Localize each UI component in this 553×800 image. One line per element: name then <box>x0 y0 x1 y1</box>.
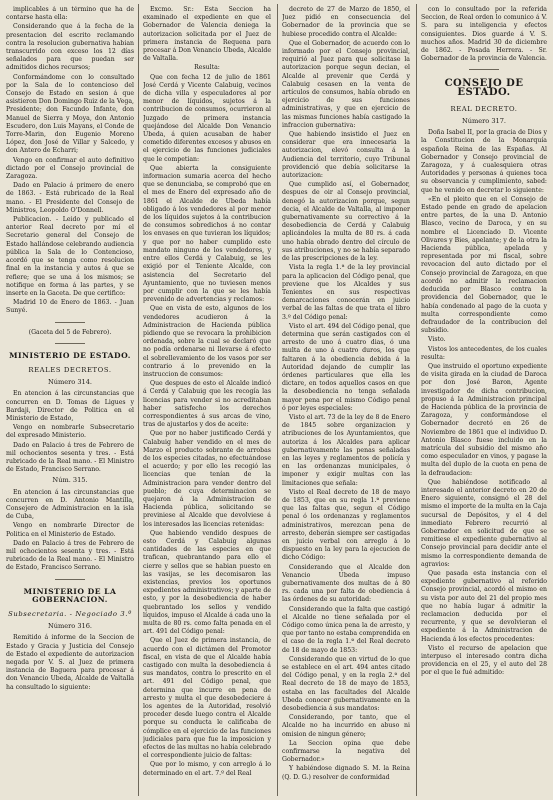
paragraph: Que pasada esta instancia con el expediente gubernativo al referido Consejo provincial, acordó el mismo en su vista por auto del 21 del propio mes que no había lugar á admitir la reclamacion deducida por el recurrente, y que se devolvieran el expediente á la Administracion de Hacienda á los efectos procedentes: <box>421 570 547 643</box>
paragraph: Que despues de esto el Alcalde indicó á Cerdá y Calabuig que les recogía las licencias para vender si no acreditaban haber satisfecho los derechos correspondientes á sus arcas de vino, tras de ajustarlos y dos de aceite: <box>143 380 271 429</box>
paragraph: Y habiéndose dignado S. M. la Reina (Q. D. G.) resolver de conformidad <box>282 765 410 781</box>
paragraph: Considerando que á la fecha de la presentacion del escrito reclamando contra la resolucion gubernativa habian transcurrido con exceso los 12 días señalados para que puedan ser admitidos dichos recursos; <box>6 23 134 72</box>
paragraph: Dado en Palacio á tres de Febrero de mil ochocientos sesenta y tres. - Está rubricado de la Real mano. - El Ministro de Estado, Francisco Serrano. <box>6 441 134 474</box>
paragraph: «En el pleito que en el Consejo de Estado pende en grado de apelacion entre partes, de la una D. Antonio Blasco, vecino de Daroca, y en su nombre el Licenciado D. Vicente Olivares y Bies, apelante; y de la otra la Hacienda pública, apelada y representada por mi fiscal, sobre revocacion del auto dictado por el Consejo provincial de Zaragoza, en que acordó no admitir la reclamacion deducida por Blasco contra la providencia del Gobernador, que le había condenado al pago de la cuota y multa correspondiente como defraudador de la contribucion del subsidio. <box>421 195 547 335</box>
paragraph: Vengo en nombrarle Subsecretario del expresado Ministerio. <box>6 424 134 440</box>
paragraph: Que habiendo vendido despues de esto Cerdá y Calabuig algunas cantidades de las especies en que trafican, quebrantando para ello el cierre y sellos que se habian puesto en las vasijas, se les decomisaron las existencias, previos los oportunos expedientes administrativos; y aparte de esto, y por la desobediencia de haber quebrantado los sellos y vendido líquidos, impuso el Alcalde á cada uno la multa de 80 rs. como falta penada en el art. 491 del Código penal: <box>143 529 271 636</box>
column-4 <box>421 6 547 796</box>
paragraph: Que el Juez de primera instancia, de acuerdo con el dictámen del Promotor fiscal, en vista de que el Alcalde había castigado con multa la desobediencia á sus mandatos, contra lo prescrito en el art. 491 del Código penal, que determina que incurre en pena de arresto y multa el que desobedeciere á los agentes de la Autoridad, resolvió proceder desde luego contra el Alcalde porque su conducta le calificaba de cómplice en el ejercicio de las funciones judiciales para que fue la imposicion y efectos de las multas no había celebrado el correspondiente juicio de faltas: <box>143 637 271 760</box>
paragraph: Que el Gobernador, de acuerdo con lo informado por el Consejo provincial, requirió al Juez para que solicitase la autorizacion porque segun decian, el Alcalde al prevenir que Cerdá y Calabuig cesasen en la venta de artículos de consumos, había obrado en ejercicio de sus funciones administrativas, y que en ejercicio de las mismas funciones había castigado la infraccion gubernativa: <box>282 39 410 129</box>
date-signature: Madrid 10 de Enero de 1863. - Juan Sunyé. <box>6 299 134 315</box>
paragraph: Doña Isabel II, por la gracia de Dios y la Constitucion de la Monarquía española Reina de las Españas. Al Gobernador y Consejo provincial de Zaragoza, y á cualesquiera otras Autoridades y personas á quienes toca su observancia y cumplimiento, sabed: que he venido en decretar lo siguiente: <box>421 129 547 194</box>
paragraph: En atencion á las circunstancias que concurren en D. Tomas de Ligues y Bardaji, Director de Politica en el Ministerio de Estado, <box>6 390 134 422</box>
paragraph: Vistos los antecedentes, de los cuales resulta: <box>421 345 547 361</box>
column-rule <box>277 4 278 796</box>
divider <box>55 322 85 323</box>
divider <box>55 579 85 580</box>
paragraph: Considerando que en virtud de lo que se establece en el art. 494 antes citado del Código penal, y en la regla 2.ª del Real decreto de 18 de mayo de 1853, estaba en las facultades del Alcalde Ubeda conocer gubernativamente en la desobediencia á sus mandatos: <box>282 655 410 713</box>
column-rule <box>416 4 417 796</box>
paragraph: Remitido á informe de la Seccion de Estado y Gracia y Justicia del Consejo de Estado el expediente de autorizacion negada por V. S. al Juez de primera instancia de Baguera para procesar á don Venancio Ubeda, Alcalde de Valtalla ha consultado lo siguiente: <box>6 634 134 691</box>
paragraph: Publicacion. - Leido y publicado el anterior Real decreto por mí el Secretario general del Consejo de Estado hallándose celebrando audiencia pública la Sala de lo Contencioso, acordó que se tenga como resolucion final en la instancia y autos á que se refiere; que se una á los mismos; se notifique en forma á las partes, y se inserte en la Gaceta. De que certifico: <box>6 216 134 297</box>
paragraph: Que habiéndose notificado al interesado el anterior decreto en 20 de Enero siguiente, consignó el 28 del mismo el importe de la multa en la Caja sucursal de Depósitos, y el 4 del inmediato Febrero recurrió al Gobernador en solicitud de que se remitiese el expediente gubernativo al Consejo provincial para decidir ante el mismo la correspondiente demanda de agravios: <box>421 478 547 568</box>
paragraph: Que en vista de esto, algunos de los vendedores acudieron á la Administracion de Hacienda pública pidiendo que se revocara la prohibicion ordenada, sobre la cual se declaró que no podía ordenarse ni llevarse á efecto el sobrellevamiento de los vasos por ser contrario á lo prevenido en la instruccion de consumos: <box>143 305 271 378</box>
paragraph: Visto el art. 494 del Código penal, que determina que serán castigados con el arresto de uno á cuatro dias, ó una multa de uno á cuatro duros, los que faltaren á la obediencia debida á la Autoridad dejando de cumplir las órdenes particulares que ella les dictare, en todos aquellos casos en que la desobediencia no tenga señalada mayor pena por el mismo Código penal ó por leyes especiales: <box>282 322 410 412</box>
paragraph: Excmo. Sr.: Esta Seccion ha examinado el expediente en que el Gobernador de Valencia deniega la autorizacion solicitada por el Juez de primera instancia de Requena para procesar á Don Venancio Ubeda, Alcalde de Valtalla. <box>143 6 271 63</box>
item-number: Núm. 315. <box>52 476 88 485</box>
paragraph: Que con fecha 12 de julio de 1861 José Cerdá y Vicente Calabuig, vecinos de dicha villa y especuladores al por menor de líquidos, sujetos á la contribucion de consumos, ocurrieron al Juzgado de primera instancia quejándose del Alcalde Don Venancio Ubeda, á quien acusaban de haber cometido diferentes excesos y abusos en el ejercicio de las funciones judiciales que le competian: <box>143 73 271 163</box>
paragraph: Dado en Palacio á primero de enero de 1863. - Está rubricado de la Real mano. - El Presidente del Consejo de Ministros, Leopoldo O'Donnell. <box>6 182 134 214</box>
column-rule <box>138 4 139 796</box>
paragraph: Visto el Real decreto de 18 de mayo de 1853, que en su regla 1.ª previene que las faltas que, segun el Código penal ó los ordenanzas y reglamentos administrativos, merezcan pena de arresto, deberán siempre ser castigadas en juicio verbal con arreglo á lo dispuesto en la ley para la ejecucion de dicho Código: <box>282 488 410 562</box>
paragraph: Que abierta la consiguiente informacion sumaria acerca del hecho que se denunciaba, se comprobó que en el mes de Enero del expresado año de 1861 el Alcalde de Ubeda había obligado á los vendedores al por menor de los líquidos sujetos á la contribucion de consumos sobredichos á no contar los envases en que tuvieran los líquidos; y que por no haber cumplido este mandato ninguno de los vendedores, y entre ellos Cerdá y Calabuig, se les exigió por el Teniente Alcalde, con asistencia del Secretario del Ayuntamiento, que no tuviesen menos por cumplir con la que se les había prevenido de advertencias y reclamos: <box>143 164 271 304</box>
paragraph: Considerando que el Alcalde don Venancio Ubeda impuso gubernativamente dos multas de á 80 rs. cada una por falta de obediencia á las órdenes de su autoridad: <box>282 563 410 604</box>
paragraph: Considerando que la falta que castigó el Alcalde no tiene señalada por el Código como única pena la de arresto, y que por tanto no estaba comprendida en el caso de la regla 1.ª del Real decreto de 18 de mayo de 1853: <box>282 605 410 654</box>
paragraph: Visto. <box>428 336 446 344</box>
divider <box>55 343 85 344</box>
paragraph: decreto de 27 de Marzo de 1850, el Juez pidió en consecuencia del Gobernador de la provincia que se hubiese procedido contra el Alcalde: <box>282 6 410 38</box>
column-3 <box>282 6 410 796</box>
paragraph: Visto el art. 73 de la ley de 8 de Enero de 1845 sobre organizacion y atribuciones de los Ayuntamientos, que autoriza á los Alcaldes para aplicar gubernativamente las penas señaladas en las leyes y reglamentos de policía y en las ordenanzas municipales, ó imponer y exigir multas con las limitaciones que señala: <box>282 413 410 487</box>
item-number: Número 314. <box>47 378 93 387</box>
paragraph: Que por no haber justificado Cerdá y Calabuig haber vendido en el mes de Marzo el producto sobrante de arrobas de los especies citadas, no efectuándose el acuerdo; y por ello les recogió las licencias que tenían de la Administracion para vender dentro del pueblo; de cuya determinacion se quejaron á la Administracion de Hacienda pública, solicitando se previniese al Alcalde que devolviese á los interesados las licencias retenidas: <box>143 430 271 528</box>
paragraph: implicables á un término que ha de contarse hasta ella: <box>6 6 134 22</box>
paragraph: Resulta: <box>194 64 220 72</box>
paragraph: con lo consultado por la referida Seccion, de Real orden lo comunico á V. S. para su inteligencia y efectos consiguientes. Dios guarde á V. S. muchos años. Madrid 30 de diciembre de 1862. - Posada Herrera. - Sr. Gobernador de la provincia de Valencia. <box>421 6 547 63</box>
item-number: Número 317. <box>461 117 507 126</box>
column-2 <box>143 6 271 796</box>
paragraph: Que habiendo insistido el Juez en considerar que era innecesaria la autorizacion, elevó consulta á la Audiencia del territorio, cuyo Tribunal providenció que debía solicitarse la autorizacion: <box>282 131 410 180</box>
section-heading-consejo: CONSEJO DE ESTADO. <box>444 78 524 98</box>
paragraph: La Seccion opina que debe confirmarse la negativa del Gobernador.» <box>282 739 410 764</box>
paragraph: Visto el recurso de apelacion que interpuso el interesado contra dicha providencia en el 25, y el auto del 28 por el que le fué admitido: <box>421 644 547 677</box>
column-1 <box>6 6 134 796</box>
paragraph: Considerando, por tanto, que el Alcalde no ha incurrido en abuso ni omision de ningun género; <box>282 714 410 738</box>
paragraph: Vengo en nombrarle Director de Politica en el Ministerio de Estado. <box>6 522 134 538</box>
paragraph: Dado en Palacio á tres de Febrero de mil ochocientos sesenta y tres. - Está rubricado de la Real mano. - El Ministro de Estado, Francisco Serrano. <box>6 539 134 572</box>
paragraph: Vengo en confirmar el auto definitivo dictado por el Consejo provincial de Zaragoza. <box>6 156 134 181</box>
subheading: REALES DECRETOS. <box>28 365 112 374</box>
paragraph: Que instruido el oportuno expediente de visita girada en la ciudad de Daroca por don José Baron, Agente investigador de dicha contribucion, propuso á la Administracion principal de Hacienda pública de la provincia de Zaragoza, y conformándose el Gobernador decretó en 26 de Noviembre de 1861 que el individuo D. Antonio Blasco fuese incluido en la matrícula del subsidio del mismo año como especulador en vinos, y pagase la multa del duplo de la cuota en pena de la defraudacion: <box>421 362 547 477</box>
paragraph: Que por lo mismo, y con arreglo á lo determinado en el art. 7.º del Real <box>143 761 271 777</box>
source-note: (Gaceta del 5 de Febrero). <box>28 328 112 336</box>
item-number: Número 316. <box>47 622 93 631</box>
section-heading-estado: MINISTERIO DE ESTADO. <box>9 350 131 360</box>
subheading: Subsecretaria. - Negociado 3.º <box>8 610 132 618</box>
paragraph: Conformándome con lo consultado por la Sala de lo contencioso del Consejo de Estado en sesion á que asistieron Don Domingo Ruiz de la Vega, Presidente; don Facundo Infante, don Manuel de Sierra y Moya, don Antonio Escudero, don Luis Mayans, el Conde de Torre-Marin, don Eugenio Moreno López, don José de Villar y Salcedo, y don Antero de Echarri; <box>6 73 134 155</box>
paragraph: En atencion á las circunstancias que concurren en D. Antonio Mantilla, Consejero de Administracion en la isla de Cuba, <box>6 488 134 521</box>
paragraph: Vista la regla 1.ª de la ley provincial para la aplicacion del Código penal, que previene que los Alcaldes y sus Tenientes en sus respectivas demarcaciones conocerán en juicio verbal de las faltas de que trata el libro 3.º del Código penal: <box>282 264 410 321</box>
section-heading-gobernacion: MINISTERIO DE LA GOBERNACION. <box>23 586 117 604</box>
divider <box>469 69 499 70</box>
subheading: REAL DECRETO. <box>450 104 518 113</box>
paragraph: Que cumplido así, el Gobernador, despues de oir al Consejo provincial, denegó la autorizacion porque, segun decia, el Alcalde de Valtalla, al imponer gubernativamente su correctivo á la desobediencia de Cerdá y Calabuig aplicándoles la multa de 80 rs. á cada uno había obrado dentro del círculo de sus atribuciones, y no se había separado de las prescripciones de la ley. <box>282 181 410 263</box>
